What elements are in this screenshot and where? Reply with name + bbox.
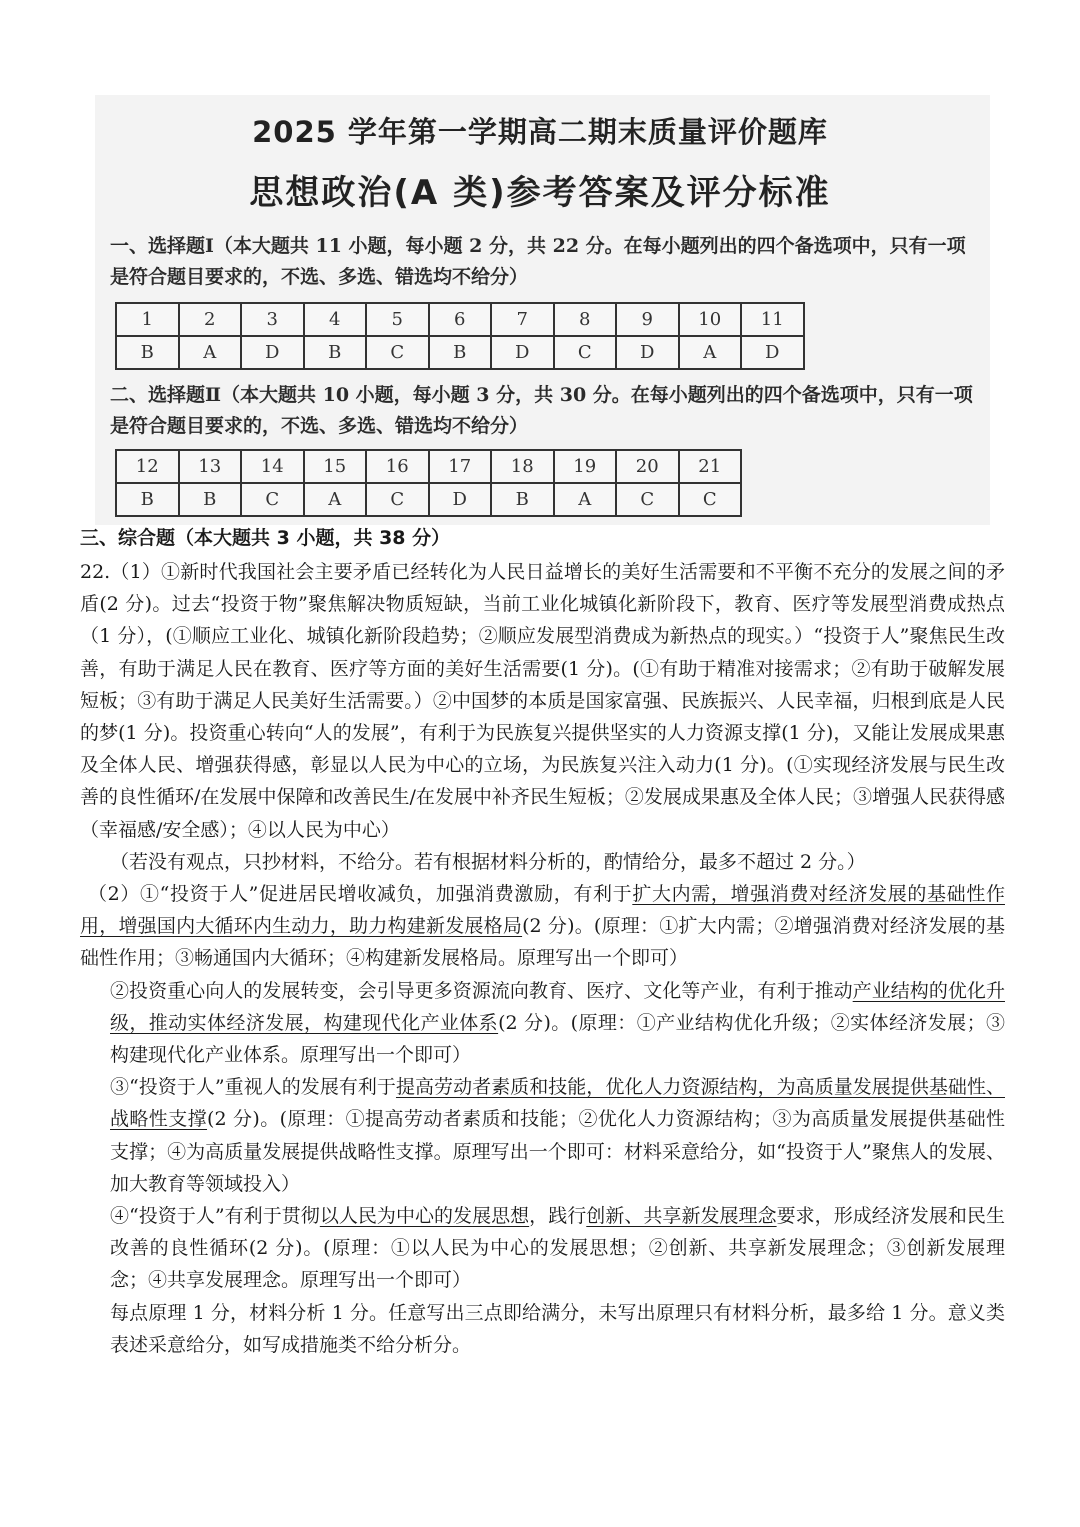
question-number-cell: 20	[616, 450, 679, 483]
point1-tail: (2 分)。(原理：①扩大内需；②增强消费对经济发展的基础性作用；③畅通国内大循环；④构建新发展格局。原理写出一个即可）	[80, 915, 1005, 970]
section1-instructions: 一、选择题Ⅰ（本大题共 11 小题，每小题 2 分，共 22 分。在每小题列出的四个备选项中，只有一项是符合题目要求的，不选、多选、错选均不给分）	[110, 235, 966, 288]
answer-cell: C	[679, 483, 742, 516]
question-number-cell: 3	[241, 303, 304, 336]
question-number-cell: 15	[304, 450, 367, 483]
answer-cell: D	[429, 483, 492, 516]
q22-part2-point2	[80, 975, 1005, 1072]
answer-cell: A	[304, 483, 367, 516]
question-number-cell: 10	[679, 303, 742, 336]
q22-part2-point4	[80, 1200, 1005, 1297]
answer-row	[116, 336, 804, 369]
scoring-rule: 每点原理 1 分，材料分析 1 分。任意写出三点即给满分，未写出原理只有材料分析，最多给 1 分。意义类表述采意给分，如写成措施类不给分析分。	[110, 1301, 1005, 1356]
point1-text: （2）①“投资于人”促进居民增收减负，加强消费激励，有利于	[88, 883, 633, 906]
answer-cell: A	[179, 336, 242, 369]
question-number-cell: 11	[741, 303, 804, 336]
question-number-row	[116, 303, 804, 336]
answer-key-table-2	[115, 449, 742, 517]
question-number-cell: 4	[304, 303, 367, 336]
answer-cell: C	[616, 483, 679, 516]
answer-key-table-1	[115, 302, 805, 370]
question-number-cell: 9	[616, 303, 679, 336]
point4-text: ④“投资于人”有利于贯彻	[110, 1205, 320, 1228]
answer-cell: D	[491, 336, 554, 369]
answer-cell: C	[241, 483, 304, 516]
point2-text: ②投资重心向人的发展转变，会引导更多资源流向教育、医疗、文化等产业，有利于推动	[110, 979, 853, 1002]
answer-cell: B	[179, 483, 242, 516]
answer-cell: D	[616, 336, 679, 369]
section3-heading: 三、综合题（本大题共 3 小题，共 38 分）	[80, 527, 451, 549]
answer-cell: B	[491, 483, 554, 516]
answer-cell: B	[429, 336, 492, 369]
point4-underlined-2: 创新、共享新发展理念	[586, 1205, 777, 1228]
answer-cell: B	[116, 483, 179, 516]
answer-cell: D	[241, 336, 304, 369]
point1-underlined: 扩大内需，增强消费对经济发展的基础性作用，增强国内大循环内生动力，助力构建新发展格局	[80, 883, 1005, 938]
question-number-cell: 1	[116, 303, 179, 336]
question-number-cell: 18	[491, 450, 554, 483]
question-number-cell: 19	[554, 450, 617, 483]
page-subtitle: 思想政治(A 类)参考答案及评分标准	[249, 173, 831, 213]
answer-cell: B	[304, 336, 367, 369]
point3-tail: (2 分)。(原理：①提高劳动者素质和技能；②优化人力资源结构；③为高质量发展提供基础性支撑；④为高质量发展提供战略性支撑。原理写出一个即可：材料采意给分，如“投资于人”聚焦人的发展、加大教育等领域投入）	[110, 1108, 1005, 1195]
question-number-cell: 12	[116, 450, 179, 483]
question-number-cell: 6	[429, 303, 492, 336]
answer-cell: C	[554, 336, 617, 369]
question-number-cell: 5	[366, 303, 429, 336]
answer-cell: C	[366, 336, 429, 369]
answer-cell: A	[554, 483, 617, 516]
answer-cell: C	[366, 483, 429, 516]
question-number-cell: 21	[679, 450, 742, 483]
q22-part1-note: （若没有观点，只抄材料，不给分。若有根据材料分析的，酌情给分，最多不超过 2 分。）	[110, 850, 866, 873]
question-number-cell: 8	[554, 303, 617, 336]
point4-mid: ，践行	[529, 1205, 587, 1228]
question-number-cell: 17	[429, 450, 492, 483]
question-number-cell: 2	[179, 303, 242, 336]
q22-part2-point3	[80, 1071, 1005, 1200]
answer-cell: B	[116, 336, 179, 369]
section2-instructions: 二、选择题Ⅱ（本大题共 10 小题，每小题 3 分，共 30 分。在每小题列出的四个备选项中，只有一项是符合题目要求的，不选、多选、错选均不给分）	[110, 384, 973, 437]
q22-part1: 22.（1）①新时代我国社会主要矛盾已经转化为人民日益增长的美好生活需要和不平衡不充分的发展之间的矛盾(2 分)。过去“投资于物”聚焦解决物质短缺，当前工业化城镇化新阶段下，教育、医疗等发展型消费成热点（1 分），(①顺应工业化、城镇化新阶段趋势；②顺应发展型消费成为新热点的现实。）“投资于人”聚焦民生改善，有助于满足人民在教育、医疗等方面的美好生活需要(1 分)。(①有助于精准对接需求；②有助于破解发展短板；③有助于满足人民美好生活需要。）②中国梦的本质是国家富强、民族振兴、人民幸福，归根到底是人民的梦(1 分)。投资重心转向“人的发展”，有利于为民族复兴提供坚实的人力资源支撑(1 分)，又能让发展成果惠及全体人民、增强获得感，彰显以人民为中心的立场，为民族复兴注入动力(1 分)。(①实现经济发展与民生改善的良性循环/在发展中保障和改善民生/在发展中补齐民生短板；②发展成果惠及全体人民；③增强人民获得感（幸福感/安全感）；④以人民为中心）	[80, 561, 1005, 841]
answer-cell: A	[679, 336, 742, 369]
question-number-cell: 16	[366, 450, 429, 483]
answer-cell: D	[741, 336, 804, 369]
answer-body	[80, 556, 1005, 1361]
point4-tail: 要求，形成经济发展和民生改善的良性循环(2 分)。(原理：①以人民为中心的发展思想；②创新、共享新发展理念；③创新发展理念；④共享发展理念。原理写出一个即可）	[110, 1205, 1005, 1292]
point3-underlined: 提高劳动者素质和技能，优化人力资源结构，为高质量发展提供基础性、战略性支撑	[110, 1076, 1005, 1131]
point4-underlined-1: 以人民为中心的发展思想	[319, 1205, 530, 1228]
answer-row	[116, 483, 741, 516]
page-title: 2025 学年第一学期高二期末质量评价题库	[252, 115, 828, 149]
question-number-cell: 13	[179, 450, 242, 483]
point3-text: ③“投资于人”重视人的发展有利于	[110, 1076, 396, 1099]
q22-part2-point1	[80, 878, 1005, 975]
point2-underlined: 产业结构的优化升级，推动实体经济发展，构建现代化产业体系	[110, 979, 1005, 1034]
question-number-cell: 7	[491, 303, 554, 336]
question-number-cell: 14	[241, 450, 304, 483]
point2-tail: (2 分)。(原理：①产业结构优化升级；②实体经济发展；③构建现代化产业体系。原理写出一个即可）	[110, 1011, 1005, 1067]
question-number-row	[116, 450, 741, 483]
